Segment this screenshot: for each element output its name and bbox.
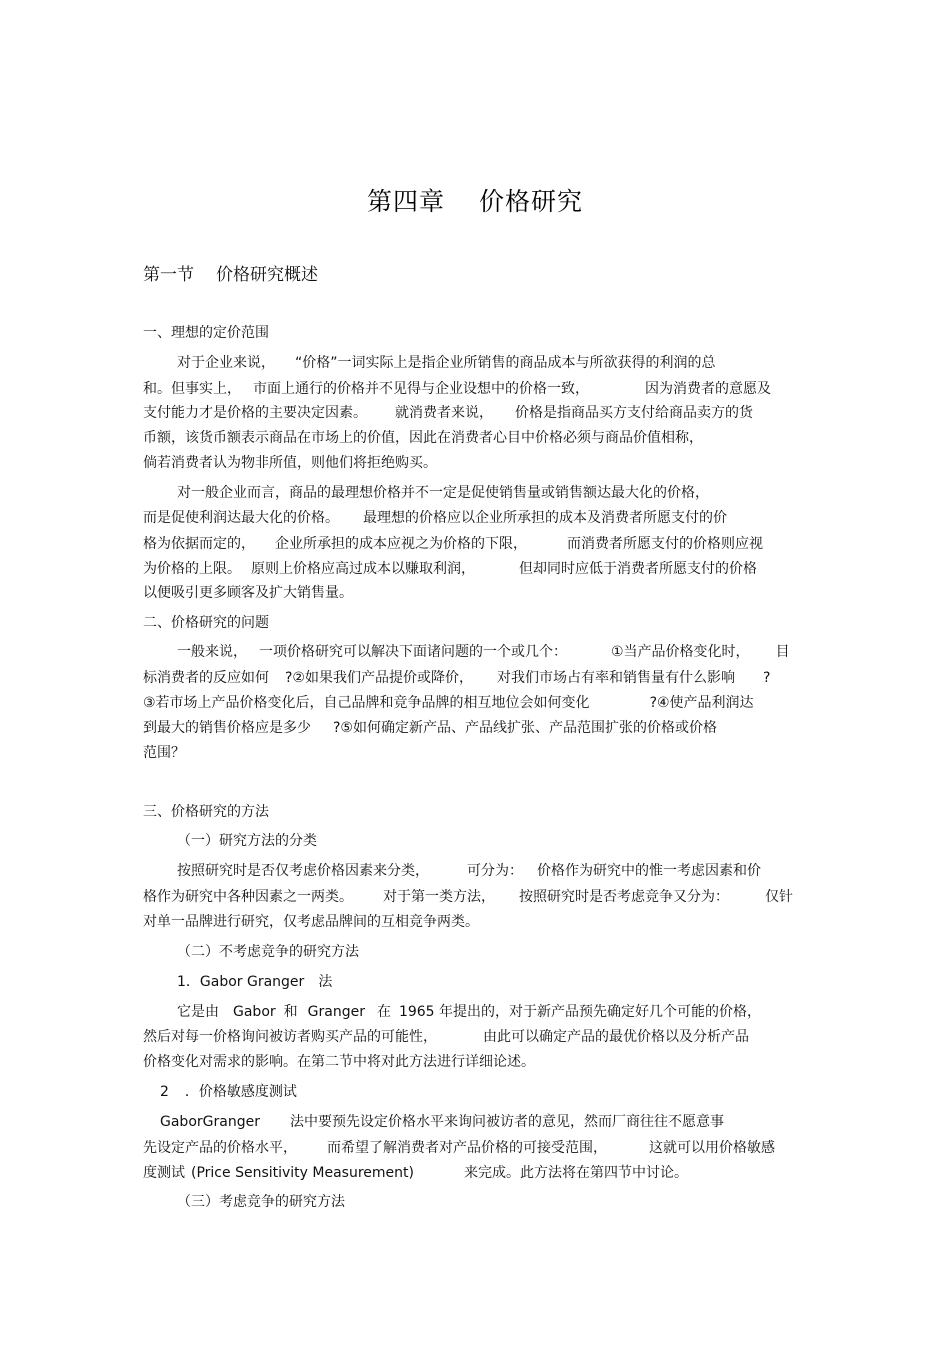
- text-line-p5c: [143, 1053, 535, 1071]
- text-line-s1: [177, 832, 317, 850]
- text-segment: 对我们市场占有率和销售量有什么影响: [496, 670, 735, 686]
- text-segment: 支付能力才是价格的主要决定因素。: [143, 405, 367, 421]
- text-segment: 1．Gabor Granger: [177, 974, 305, 990]
- text-segment: 它是由: [177, 1004, 219, 1020]
- text-segment: 目: [775, 644, 790, 660]
- text-line-p6b: [143, 1139, 775, 1157]
- text-segment: 倘若消费者认为物非所值，则他们将拒绝购买。: [143, 455, 437, 471]
- text-line-p1a: [177, 354, 716, 372]
- text-line-p3c: [143, 694, 754, 712]
- text-segment: 和: [283, 1004, 298, 1020]
- text-segment: 而希望了解消费者对产品价格的可接受范围，: [327, 1140, 607, 1156]
- text-segment: 价格是指商品买方支付给商品卖方的货: [515, 405, 753, 421]
- text-segment: 为价格的上限。: [143, 561, 241, 577]
- text-line-h1: [143, 324, 269, 342]
- text-line-p2e: [143, 584, 353, 602]
- text-line-p3a: [177, 643, 790, 661]
- text-line-p4a: [177, 862, 761, 880]
- text-segment: 对一般企业而言，商品的最理想价格并不一定是促使销售量或销售额达最大化的价格，: [177, 485, 709, 501]
- text-segment: 而是促使利润达最大化的价格。: [143, 510, 339, 526]
- text-segment: 先设定产品的价格水平，: [143, 1140, 297, 1156]
- text-segment: 二、价格研究的问题: [143, 615, 269, 631]
- text-segment: 这就可以用价格敏感: [649, 1140, 775, 1156]
- text-segment: 度测试: [143, 1165, 185, 1181]
- text-segment: 就消费者来说，: [395, 405, 493, 421]
- text-segment: 而消费者所愿支付的价格则应视: [567, 536, 763, 552]
- text-segment: 三、价格研究的方法: [143, 804, 269, 820]
- text-line-p2a: [177, 484, 709, 502]
- text-segment: 对于第一类方法，: [383, 889, 495, 905]
- text-segment: 最理想的价格应以企业所承担的成本及消费者所愿支付的价: [363, 510, 727, 526]
- text-segment: 但却同时应低于消费者所愿支付的价格: [519, 561, 757, 577]
- text-segment: 价格作为研究中的惟一考虑因素和价: [537, 863, 761, 879]
- text-line-p1b: [143, 380, 771, 398]
- text-segment: 在: [376, 1004, 391, 1020]
- text-segment: 企业所承担的成本应视之为价格的下限，: [275, 536, 527, 552]
- text-segment: 法中要预先设定价格水平来询问被访者的意见，然而厂商往往不愿意事: [289, 1114, 724, 1130]
- text-line-p4c: [143, 913, 479, 931]
- text-segment: 一、理想的定价范围: [143, 325, 269, 341]
- text-segment: ①当产品价格变化时，: [611, 644, 750, 660]
- text-line-n1: [177, 973, 332, 991]
- section-number: 第一节: [143, 265, 194, 285]
- text-segment: 因为消费者的意愿及: [645, 381, 771, 397]
- text-segment: （一）研究方法的分类: [177, 833, 317, 849]
- text-segment: 由此可以确定产品的最优价格以及分析产品: [483, 1029, 749, 1045]
- text-segment: 格作为研究中各种因素之一两类。: [143, 889, 353, 905]
- text-line-p4b: [143, 888, 793, 906]
- text-line-p1c: [143, 404, 753, 422]
- text-line-p6a: [160, 1113, 724, 1131]
- text-line-h2: [143, 614, 269, 632]
- chapter-name: 价格研究: [479, 187, 584, 216]
- text-segment: ?②如果我们产品提价或降价，: [285, 670, 473, 686]
- text-segment: 价格变化对需求的影响。在第二节中将对此方法进行详细论述。: [143, 1054, 535, 1070]
- text-segment: 一般来说，: [177, 644, 247, 660]
- text-segment: 对于企业来说，: [177, 355, 275, 371]
- text-line-p6c: [143, 1164, 688, 1182]
- text-segment: 到最大的销售价格应是多少: [143, 720, 311, 736]
- text-segment: 以便吸引更多顾客及扩大销售量。: [143, 585, 353, 601]
- text-line-p2b: [143, 509, 727, 527]
- text-segment: 原则上价格应高过成本以赚取利润，: [251, 561, 475, 577]
- text-line-p2d: [143, 560, 757, 578]
- text-line-p3e: [143, 744, 185, 762]
- text-line-p1e: [143, 454, 437, 472]
- section-title: [143, 264, 318, 286]
- text-segment: 和。但事实上，: [143, 381, 241, 397]
- text-segment: (Price Sensitivity Measurement): [191, 1165, 414, 1181]
- text-segment: 法: [318, 974, 333, 990]
- text-line-p2c: [143, 535, 763, 553]
- text-segment: 按照研究时是否仅考虑价格因素来分类，: [177, 863, 429, 879]
- text-segment: “价格”一词实际上是指企业所销售的商品成本与所欲获得的利润的总: [295, 355, 716, 371]
- text-segment: 对单一品牌进行研究，仅考虑品牌间的互相竞争两类。: [143, 914, 479, 930]
- text-segment: Gabor: [233, 1004, 276, 1020]
- text-segment: 市面上通行的价格并不见得与企业设想中的价格一致，: [253, 381, 589, 397]
- text-line-s2: [177, 943, 359, 961]
- text-segment: 仅针: [765, 889, 793, 905]
- chapter-number: 第四章: [366, 187, 445, 216]
- section-name: 价格研究概述: [216, 265, 318, 285]
- text-segment: 来完成。此方法将在第四节中讨论。: [463, 1165, 688, 1181]
- text-segment: ．价格敏感度测试: [184, 1084, 297, 1100]
- text-segment: 然后对每一价格询问被访者购买产品的可能性，: [143, 1029, 437, 1045]
- text-segment: （二）不考虑竞争的研究方法: [177, 944, 359, 960]
- text-segment: 2: [160, 1084, 169, 1100]
- chapter-title: [0, 186, 950, 218]
- text-line-p5b: [143, 1028, 749, 1046]
- text-segment: 格为依据而定的，: [143, 536, 255, 552]
- text-line-p3b: [143, 669, 770, 687]
- text-segment: 一项价格研究可以解决下面诸问题的一个或几个：: [259, 644, 567, 660]
- text-segment: 币额，该货币额表示商品在市场上的价值，因此在消费者心目中价格必须与商品价值相称，: [143, 430, 703, 446]
- text-line-p5a: [177, 1003, 761, 1021]
- text-segment: ③若市场上产品价格变化后，自己品牌和竞争品牌的相互地位会如何变化: [143, 695, 590, 711]
- text-segment: 范围？: [143, 745, 185, 761]
- text-segment: ?: [762, 670, 771, 686]
- text-line-n2: [160, 1083, 297, 1101]
- text-segment: （三）考虑竞争的研究方法: [177, 1194, 345, 1210]
- text-segment: ?⑤如何确定新产品、产品线扩张、产品范围扩张的价格或价格: [333, 720, 717, 736]
- text-segment: 按照研究时是否考虑竞争又分为：: [519, 889, 729, 905]
- text-line-p1d: [143, 429, 703, 447]
- text-segment: 1965 年提出的，对于新产品预先确定好几个可能的价格，: [398, 1004, 762, 1020]
- text-segment: 可分为：: [467, 863, 523, 879]
- text-line-s3: [177, 1193, 345, 1211]
- text-segment: ?④使产品利润达: [649, 695, 754, 711]
- text-segment: GaborGranger: [160, 1114, 260, 1130]
- text-line-p3d: [143, 719, 717, 737]
- text-line-h3: [143, 803, 269, 821]
- text-segment: Granger: [307, 1004, 365, 1020]
- text-segment: 标消费者的反应如何: [143, 670, 269, 686]
